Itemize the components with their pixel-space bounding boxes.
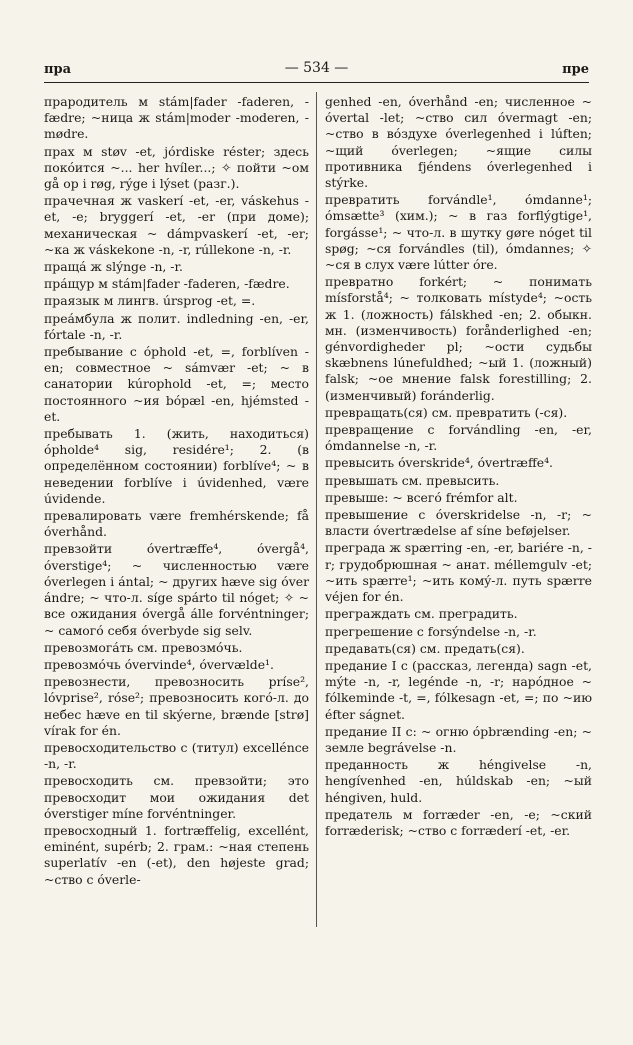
dictionary-entry: пребывать 1. (жить, находиться) ópholde⁴ sig, residére¹; 2. (в определённом состоянии) forblíve⁴; ~ в неведении forblíve i úvidenhed, være úvidende. [44,426,309,506]
dictionary-entry: превосходительство с (титул) excellénce -n, -r. [44,739,309,772]
dictionary-entry: праязык м лингв. úrsprog -et, =. [44,293,256,309]
dictionary-entry: пребывание с óphold -et, =, forblíven -en; совместное ~ sámvær -et; ~ в санатории kúrophold -et, =; место постоянного ~ия bópæl -en, hjémsted -et. [44,344,309,424]
dictionary-entry: преáмбула ж полит. indledning -en, -er, fórtale -n, -r. [44,310,309,342]
left-column [44,94,309,889]
dictionary-entry: превалировать være fremhérskende; få óverhånd. [44,508,309,540]
dictionary-entry: превозмогáть см. превозмóчь. [44,639,243,655]
dictionary-entry: прах м støv -et, jórdiske réster; здесь покóится ~... her hvíler...; ✧ пойти ~ом gå op i røg, rýge i lýset (разг.). [44,143,309,192]
dictionary-entry: прáщур м stám|fader -faderen, -fædre. [44,276,290,292]
page-header [44,60,589,82]
dictionary-entry: превозмóчь óvervinde⁴, óvervælde¹. [44,656,274,672]
dictionary-entry: превознести, превозносить príse², lóvprise², róse²; превозносить когó-л. до небес hæve en til skýerne, brænde [strø] vírak for én. [44,674,309,738]
dictionary-entry: прегрешение с forsýndelse -n, -r. [325,623,537,639]
dictionary-entry: превыше: ~ всегó frémfor alt. [325,489,518,505]
dictionary-entry: превзойти óvertræffe⁴, óvergå⁴, óverstige⁴; ~ численностью være óverlegen i ántal; ~ других hæve sig óver ándre; ~ что-л. síge spárto til nóget; ✧ ~ все ожидания óvergå álle forvéntninger; ~ самогó себя óverbyde sig selv. [44,541,309,638]
dictionary-entry: предатель м forræder -en, -e; ~ский forræderisk; ~ство с forræderí -et, -er. [325,806,592,838]
dictionary-entry: прародитель м stám|fader -faderen, -fædre; ~ница ж stám|moder -moderen, -mødre. [44,94,309,142]
dictionary-entry: genhed -en, óverhånd -en; численное ~ óvertal -let; ~ство сил óvermagt -en; ~ство в вóздухе óverlegenhed i lúften; ~щий óverlegen; ~ящие силы противника fjéndens óverlegenhed i stýrke. [325,94,592,191]
dictionary-entry: превращать(ся) см. превратить (-ся). [325,404,568,420]
dictionary-entry: прачечная ж vaskerí -et, -er, váskehus -et, -e; bryggerí -et, -er (при доме); механическая ~ dámpvaskerí -et, -er; ~ка ж váskekone -n, -r, rúllekone -n, -r. [44,193,309,257]
right-guide-word: пре [562,62,589,77]
dictionary-entry: превосходить см. превзойти; это превосходит мои ожидания det óverstiger míne forvéntninger. [44,773,309,821]
dictionary-entry: превратить forvándle¹, ómdanne¹; ómsætte³ (хим.); ~ в газ forflýgtige¹, forgásse¹; ~ что-л. в шутку gøre nóget til spøg; ~ся forvándles (til), ómdannes; ✧ ~ся в слух være lútter óre. [325,192,592,273]
page-number: — 534 — [284,60,349,76]
left-guide-word: пра [44,62,72,77]
dictionary-entry: превышать см. превысить. [325,472,500,488]
dictionary-entry: предание I с (рассказ, легенда) sagn -et, mýte -n, -r, legénde -n, -r; нарóдное ~ fólkeminde -t, =, fólkesagn -et, =; по ~ию éfter ságnet. [325,657,592,722]
dictionary-entry: предавать(ся) см. предать(ся). [325,640,525,656]
dictionary-entry: предание II с: ~ огню ópbrænding -en; ~ земле begrávelse -n. [325,723,592,755]
right-column [325,94,592,840]
column-divider [316,92,317,927]
dictionary-entry: преданность ж héngivelse -n, hengívenhed -en, húldskab -en; ~ый héngiven, huld. [325,757,592,805]
dictionary-entry: превратно forkért; ~ понимать mísforstå⁴; ~ толковать místyde⁴; ~ость ж 1. (ложность) fálskhed -en; 2. обыкн. мн. (изменчивость) forånderlighed -en; génvordigheder pl; ~ости судьбы skæbnens lúnefuldhed; ~ый 1. (ложный) falsk; ~ое мнение falsk forestilling; 2. (изменчивый) foránderlig. [325,274,592,403]
dictionary-entry: пращá ж slýnge -n, -r. [44,259,183,275]
dictionary-entry: превысить óverskride⁴, óvertræffe⁴. [325,455,553,471]
dictionary-entry: превосходный 1. fortræffelig, excellént, eminént, supérb; 2. грам.: ~ная степень superlatív -en (-et), den højeste grad; ~ство с óverle- [44,822,309,887]
dictionary-entry: преграда ж spærring -en, -er, bariére -n, -r; грудобрюшная ~ анат. méllemgulv -et; ~ить spærre¹; ~ить комý-л. путь spærre véjen for én. [325,540,592,605]
dictionary-entry: превращение с forvándling -en, -er, ómdannelse -n, -r. [325,422,592,454]
dictionary-entry: превышение с óverskridelse -n, -r; ~ власти óvertrædelse af síne beføjelser. [325,507,592,539]
header-rule [44,82,589,83]
dictionary-entry: преграждать см. преградить. [325,606,518,622]
